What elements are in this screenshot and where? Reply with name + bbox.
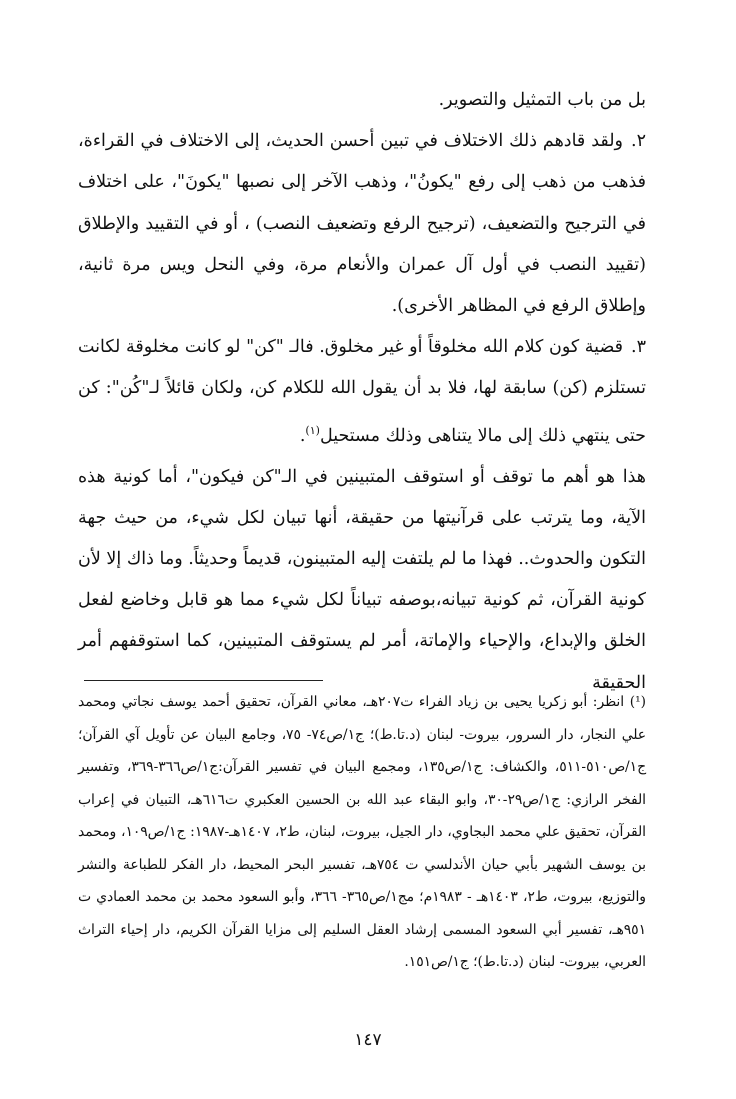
list-item-2 xyxy=(78,121,646,327)
list-item-3 xyxy=(78,327,646,456)
footnote-divider xyxy=(84,680,323,681)
list-number-3: ٣. xyxy=(631,337,646,358)
footnotes xyxy=(78,686,646,979)
list-number-2: ٢. xyxy=(631,131,646,152)
paragraph-2: ولقد قادهم ذلك الاختلاف في تبين أحسن الحديث، إلى الاختلاف في القراءة، فذهب من ذهب إلى رفع "يكونُ"، وذهب الآخر إلى نصبها "يكونَ"، على اختلاف في الترجيح والتضعيف، (ترجيح الرفع وتضعيف النصب) ، أو في التقييد والإطلاق (تقييد النصب في أول آل عمران والأنعام مرة، وفي النحل ويس مرة ثانية، وإطلاق الرفع في المظاهر الأخرى). xyxy=(78,131,646,317)
paragraph-4: هذا هو أهم ما توقف أو استوقف المتبينين في الـ"كن فيكون"، أما كونية هذه الآية، وما يترتب على قرآنيتها من حقيقة، أنها تبيان لكل شيء، من حيث جهة التكون والحدوث.. فهذا ما لم يلتفت إليه المتبينون، قديماً وحديثاً. وما ذاك إلا لأن كونية القرآن، ثم كونية تبيانه،بوصفه تبياناً لكل شيء مما هو قابل وخاضع لفعل الخلق والإبداع، والإحياء والإماتة، أمر لم يستوقف المتبينين، كما استوقفهم أمر الحقيقة xyxy=(78,466,646,693)
footnote-text: انظر: أبو زكريا يحيى بن زياد الفراء ت٢٠٧هـ، معاني القرآن، تحقيق أحمد يوسف نجاتي ومحمد علي النجار، دار السرور، بيروت- لبنان (د.تا.ط)؛ ج١/ص٧٤- ٧٥، وجامع البيان عن تأويل آي القرآن؛ ج١/ص٥١٠-٥١١، والكشاف: ج١/ص١٣٥، ومجمع البيان في تفسير القرآن:ج١/ص٣٦٦-٣٦٩، وتفسير الفخر الرازي: ج١/ص٢٩-٣٠، وابو البقاء عبد الله بن الحسين العكبري ت٦١٦هـ، التبيان في إعراب القرآن، تحقيق علي محمد البجاوي، دار الجيل، بيروت، لبنان، ط٢، ١٤٠٧هـ-١٩٨٧: ج١/ص١٠٩، ومحمد بن يوسف الشهير بأبي حيان الأندلسي ت ٧٥٤هـ، تفسير البحر المحيط، دار الفكر للطباعة والنشر والتوزيع، بيروت، ط٢، ١٤٠٣هـ - ١٩٨٣م؛ مج١/ص٣٦٥- ٣٦٦، وأبو السعود محمد بن محمد العمادي ت ٩٥١هـ، تفسير أبي السعود المسمى إرشاد العقل السليم إلى مزايا القرآن الكريم، دار إحياء التراث العربي، بيروت- لبنان (د.تا.ط)؛ ج١/ص١٥١. xyxy=(78,694,646,970)
main-text xyxy=(78,80,646,704)
paragraph-1: بل من باب التمثيل والتصوير. xyxy=(438,90,646,110)
paragraph-3-end: . xyxy=(299,425,306,446)
footnote-marker: (١) xyxy=(305,423,320,437)
page-number: ١٤٧ xyxy=(354,1030,382,1050)
footnote-1 xyxy=(78,686,646,979)
footnote-label: (¹) xyxy=(629,694,646,710)
paragraph-3: قضية كون كلام الله مخلوقاً أو غير مخلوق. فالـ "كن" لو كانت مخلوقة لكانت تستلزم (كن) سابقة لها، فلا بد أن يقول الله للكلام كن، ولكان قائلاً لـ"كُن": كن حتى ينتهي ذلك إلى مالا يتناهى وذلك مستحيل xyxy=(78,337,646,446)
